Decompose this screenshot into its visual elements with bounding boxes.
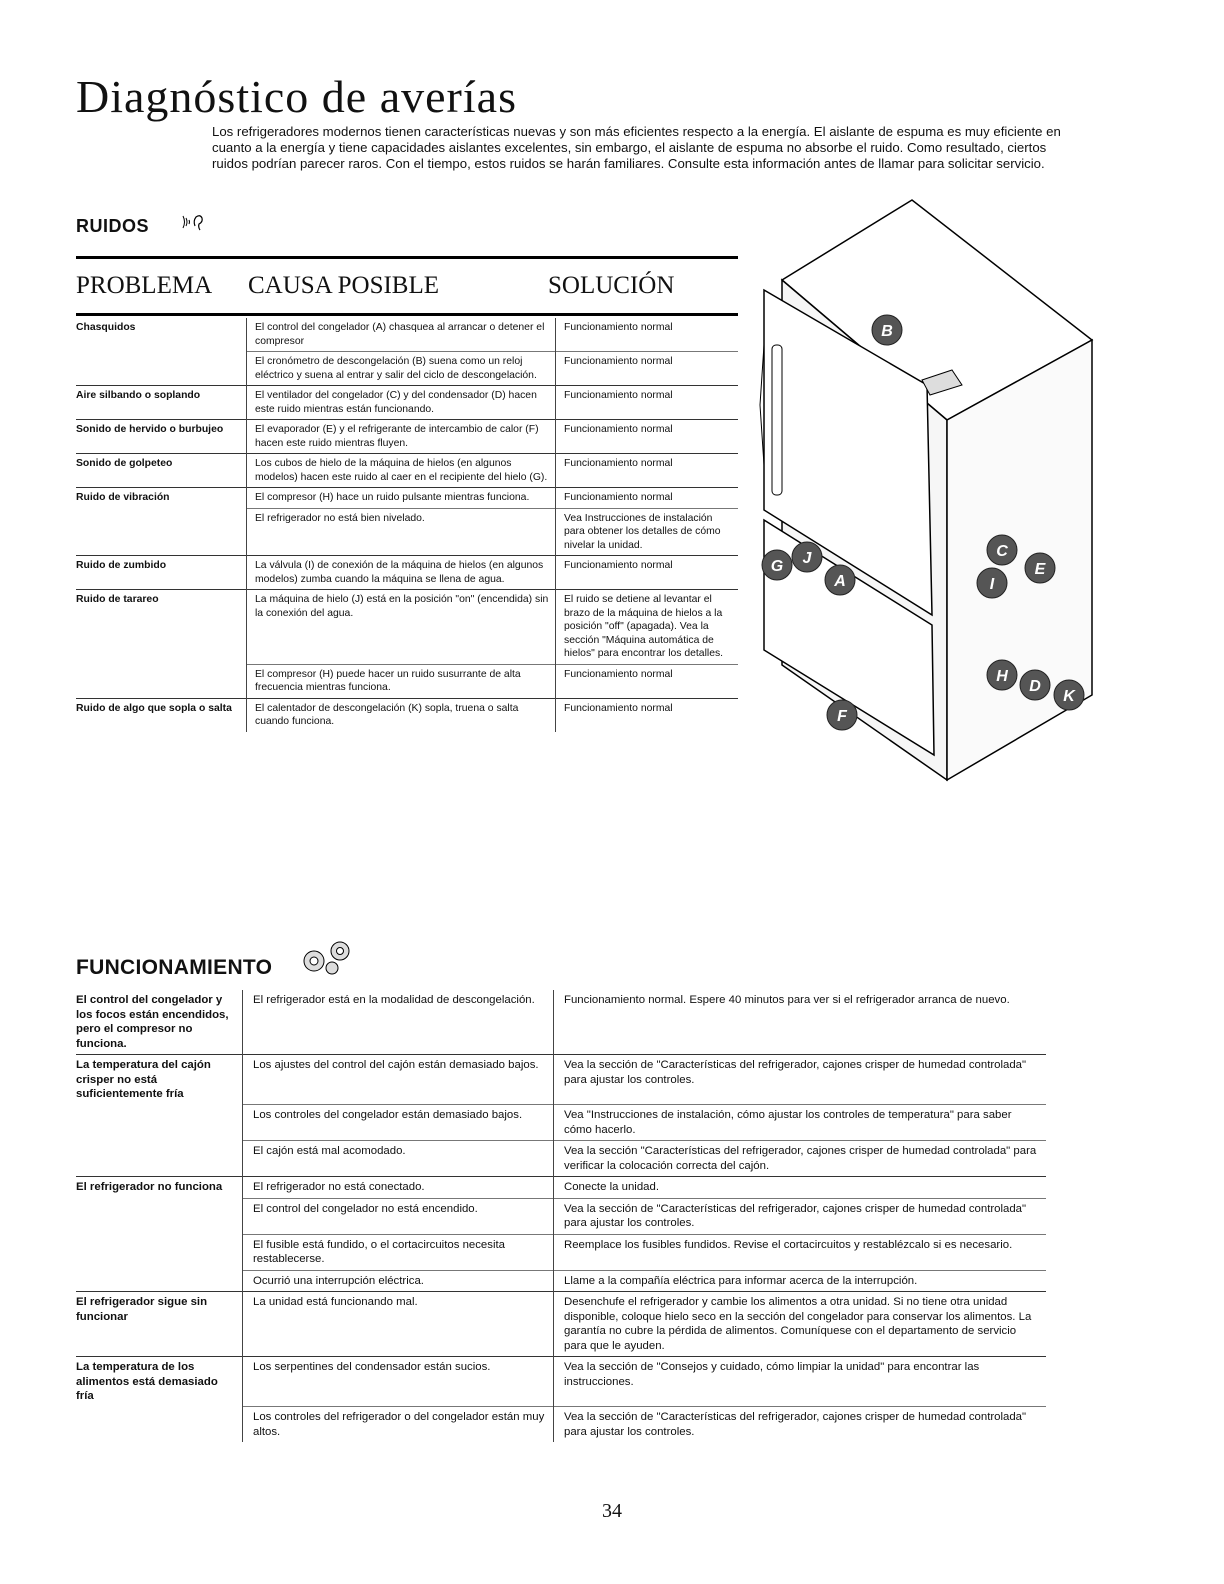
cell-problem: Ruido de algo que sopla o salta — [76, 698, 247, 732]
table-row — [76, 990, 1046, 1055]
diagram-label-a — [825, 565, 855, 595]
cell-solution: Desenchufe el refrigerador y cambie los alimentos a otra unidad. Si no tiene otra unidad disponible, coloque hielo seco en la sección del congelador para conservar los alimentos. La garantía no cubre la pérdida de alimentos. Comuníquese con el departamento de servicio para que le ayuden. — [554, 1292, 1047, 1357]
cell-problem: Chasquidos — [76, 322, 136, 333]
table-row — [76, 1105, 1046, 1141]
table-row — [76, 1407, 1046, 1443]
table-row — [76, 1234, 1046, 1270]
cell-problem: La temperatura del cajón crisper no está suficientemente fría — [76, 1055, 243, 1105]
table-row — [76, 1141, 1046, 1177]
cell-problem — [76, 1141, 243, 1177]
svg-text:F: F — [837, 708, 847, 725]
cell-solution: Reemplace los fusibles fundidos. Revise el cortacircuitos y restablézcalo si es necesario. — [554, 1234, 1047, 1270]
cell-solution: Conecte la unidad. — [554, 1177, 1047, 1199]
cell-cause: El compresor (H) puede hacer un ruido susurrante de alta frecuencia mientras funciona. — [247, 664, 556, 698]
cell-problem: Ruido de vibración — [76, 488, 247, 509]
diagram-label-b — [872, 315, 902, 345]
table-row — [76, 508, 738, 556]
diagram-label-g — [762, 550, 792, 580]
cell-cause: El compresor (H) hace un ruido pulsante mientras funciona. — [247, 488, 556, 509]
cell-solution: Vea "Instrucciones de instalación, cómo ajustar los controles de temperatura" para saber cómo hacerlo. — [554, 1105, 1047, 1141]
diagram-label-d — [1020, 670, 1050, 700]
column-header-cause: CAUSA POSIBLE — [248, 272, 440, 299]
cell-cause: El ventilador del congelador (C) y del condensador (D) hacen este ruido mientras están funcionando. — [247, 386, 556, 420]
cell-problem — [76, 664, 247, 698]
ruidos-heading-text: RUIDOS — [76, 216, 150, 236]
cell-problem — [76, 352, 247, 386]
table-row — [76, 386, 738, 420]
cell-cause: El refrigerador no está bien nivelado. — [247, 508, 556, 556]
cell-solution: Funcionamiento normal — [556, 556, 739, 590]
header-rule-top — [76, 256, 738, 259]
table-row — [76, 1357, 1046, 1407]
table-row — [76, 1270, 1046, 1292]
diagram-label-f — [827, 700, 857, 730]
funcionamiento-heading: FUNCIONAMIENTO — [76, 956, 273, 979]
cell-cause: El calentador de descongelación (K) sopla, truena o salta cuando funciona. — [247, 698, 556, 732]
cell-problem: El refrigerador no funciona — [76, 1177, 243, 1199]
cell-solution: Funcionamiento normal. Espere 40 minutos para ver si el refrigerador arranca de nuevo. — [554, 990, 1047, 1055]
cell-solution: Funcionamiento normal — [556, 488, 739, 509]
svg-text:I: I — [989, 576, 995, 593]
cell-solution: Funcionamiento normal — [556, 698, 739, 732]
cell-cause: El evaporador (E) y el refrigerante de intercambio de calor (F) hacen este ruido mientras fluyen. — [247, 420, 556, 454]
table-row — [76, 1177, 1046, 1199]
svg-text:D: D — [1029, 678, 1041, 695]
svg-text:B: B — [881, 323, 893, 340]
cell-cause: El control del congelador no está encendido. — [243, 1198, 554, 1234]
cell-cause: El refrigerador está en la modalidad de descongelación. — [243, 990, 554, 1055]
cell-cause: Los cubos de hielo de la máquina de hielos (en algunos modelos) hacen este ruido al caer en el recipiente del hielo (G). — [247, 454, 556, 488]
ruidos-section-heading — [76, 212, 205, 237]
svg-text:G: G — [770, 558, 784, 575]
cell-problem — [76, 1407, 243, 1443]
cell-cause: La válvula (I) de conexión de la máquina de hielos (en algunos modelos) zumba cuando la máquina se llena de agua. — [247, 556, 556, 590]
cell-solution: Vea la sección "Características del refrigerador, cajones crisper de humedad controlada" para verificar la colocación correcta del cajón. — [554, 1141, 1047, 1177]
cell-problem: Sonido de golpeteo — [76, 454, 247, 488]
table-row — [76, 1292, 1046, 1357]
cell-cause: Los controles del congelador están demasiado bajos. — [243, 1105, 554, 1141]
svg-text:E: E — [1034, 561, 1046, 578]
cell-solution: El ruido se detiene al levantar el brazo de la máquina de hielos a la posición "off" (apagada). Vea la sección "Máquina automática de hielos" para encontrar los detalles. — [556, 590, 739, 665]
diagram-label-j — [792, 542, 822, 572]
column-header-solution: SOLUCIÓN — [548, 272, 675, 299]
cell-problem — [76, 508, 247, 556]
table-row — [76, 698, 738, 732]
intro-paragraph: Los refrigeradores modernos tienen características nuevas y son más eficientes respecto a la energía. El aislante de espuma es muy eficiente en cuanto a la energía y tiene capacidades aislantes excelentes, sin embargo, el aislante de espuma no absorbe el ruido. Como resultado, ciertos ruidos podrían parecer raros. Con el tiempo, estos ruidos se harán familiares. Consulte esta información antes de llamar para solicitar servicio. — [212, 124, 1061, 171]
cell-cause: La unidad está funcionando mal. — [243, 1292, 554, 1357]
table-row — [76, 454, 738, 488]
page-number: 34 — [602, 1500, 622, 1522]
cell-cause: El fusible está fundido, o el cortacircuitos necesita restablecerse. — [243, 1234, 554, 1270]
gears-icon — [298, 935, 360, 977]
svg-text:C: C — [996, 543, 1008, 560]
table-row — [76, 664, 738, 698]
cell-cause: El refrigerador no está conectado. — [243, 1177, 554, 1199]
cell-solution: Vea la sección de "Características del refrigerador, cajones crisper de humedad controlada" para ajustar los controles. — [554, 1055, 1047, 1105]
column-header-problem: PROBLEMA — [76, 272, 213, 299]
cell-solution: Funcionamiento normal — [556, 352, 739, 386]
table-row — [76, 1055, 1046, 1105]
table-row — [76, 1198, 1046, 1234]
cell-solution: Vea la sección de "Características del refrigerador, cajones crisper de humedad controlada" para ajustar los controles. — [554, 1407, 1047, 1443]
svg-text:K: K — [1063, 688, 1075, 705]
table-row — [76, 488, 738, 509]
cell-cause: El control del congelador (A) chasquea al arrancar o detener el compresor — [247, 318, 556, 352]
cell-solution: Vea la sección de "Consejos y cuidado, cómo limpiar la unidad" para encontrar las instrucciones. — [554, 1357, 1047, 1407]
page-title: Diagnóstico de averías — [76, 71, 517, 122]
cell-solution: Vea Instrucciones de instalación para obtener los detalles de cómo nivelar la unidad. — [556, 508, 739, 556]
cell-problem: Ruido de tarareo — [76, 590, 247, 665]
table-row — [76, 318, 738, 352]
svg-text:A: A — [834, 573, 846, 590]
svg-text:H: H — [996, 668, 1008, 685]
cell-solution: Funcionamiento normal — [556, 454, 739, 488]
cell-solution: Vea la sección de "Características del refrigerador, cajones crisper de humedad controlada" para ajustar los controles. — [554, 1198, 1047, 1234]
cell-problem: Sonido de hervido o burbujeo — [76, 420, 247, 454]
table-row — [76, 352, 738, 386]
cell-cause: Los serpentines del condensador están sucios. — [243, 1357, 554, 1407]
cell-cause: Los ajustes del control del cajón están demasiado bajos. — [243, 1055, 554, 1105]
diagram-label-i — [977, 568, 1007, 598]
cell-cause: La máquina de hielo (J) está en la posición "on" (encendida) sin la conexión del agua. — [247, 590, 556, 665]
diagram-label-c — [987, 535, 1017, 565]
cell-cause: El cajón está mal acomodado. — [243, 1141, 554, 1177]
cell-solution: Funcionamiento normal — [556, 386, 739, 420]
diagram-label-e — [1025, 553, 1055, 583]
cell-solution: Funcionamiento normal — [556, 318, 739, 352]
table-row — [76, 420, 738, 454]
cell-solution: Funcionamiento normal — [556, 420, 739, 454]
cell-problem: La temperatura de los alimentos está demasiado fría — [76, 1357, 243, 1407]
cell-problem — [76, 1105, 243, 1141]
cell-problem: Aire silbando o soplando — [76, 386, 247, 420]
cell-cause: Los controles del refrigerador o del congelador están muy altos. — [243, 1407, 554, 1443]
cell-problem — [76, 1198, 243, 1234]
table-row — [76, 556, 738, 590]
funcionamiento-table — [76, 990, 1046, 1442]
cell-problem — [76, 1270, 243, 1292]
cell-solution: Funcionamiento normal — [556, 664, 739, 698]
table-row — [76, 590, 738, 665]
cell-problem: El control del congelador y los focos están encendidos, pero el compresor no funciona. — [76, 994, 229, 1050]
cell-solution: Llame a la compañía eléctrica para informar acerca de la interrupción. — [554, 1270, 1047, 1292]
cell-problem: Ruido de zumbido — [76, 556, 247, 590]
cell-cause: Ocurrió una interrupción eléctrica. — [243, 1270, 554, 1292]
diagram-label-k — [1054, 680, 1084, 710]
cell-cause: El cronómetro de descongelación (B) suena como un reloj eléctrico y suena al entrar y salir del ciclo de descongelación. — [247, 352, 556, 386]
header-rule-bottom — [76, 313, 738, 316]
noise-table — [76, 318, 738, 732]
refrigerator-diagram — [752, 195, 1102, 795]
diagram-label-h — [987, 660, 1017, 690]
cell-problem: El refrigerador sigue sin funcionar — [76, 1292, 243, 1357]
cell-problem — [76, 1234, 243, 1270]
svg-text:J: J — [802, 550, 812, 567]
ear-sound-icon — [181, 219, 205, 236]
